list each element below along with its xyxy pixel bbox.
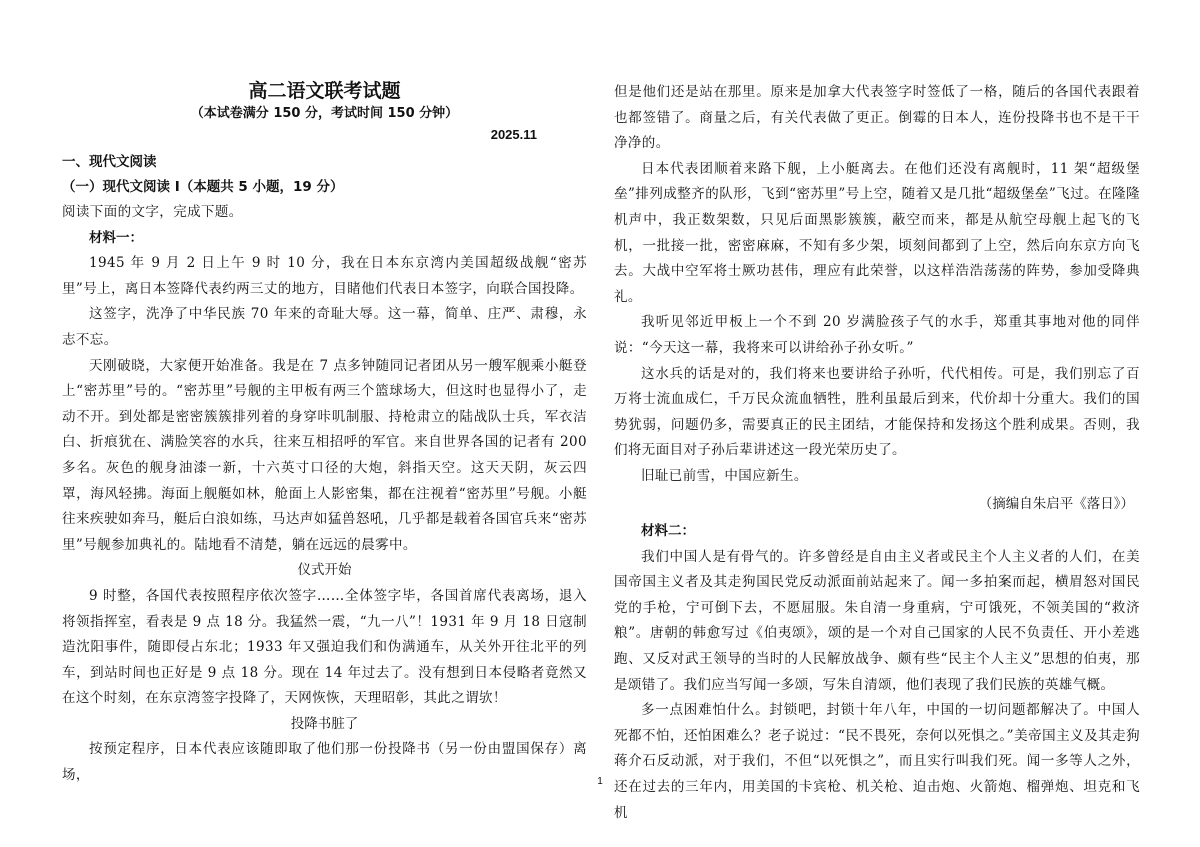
material1-paragraph: 旧耻已前雪，中国应新生。 [641, 467, 808, 484]
section-heading: 一、现代文阅读 [62, 154, 157, 170]
material1-paragraph: 1945 年 9 月 2 日上午 9 时 10 分，我在日本东京湾内美国超级战舰“密苏里”号上，离日本签降代表约两三丈的地方，目睹他们代表日本签字，向联合国投降。 [62, 255, 587, 297]
material1-paragraph: 这签字，洗净了中华民族 70 年来的奇耻大辱。这一幕，简单、庄严、肃穆，永志不忘。 [62, 306, 587, 348]
material1-paragraph: 天刚破晓，大家便开始准备。我是在 7 点多钟随同记者团从另一艘军舰乘小艇登上“密苏里”号的。“密苏里”号舰的主甲板有两三个篮球场大，但这时也显得小了，走动不开。到处都是密密簇簇排列着的身穿咔叽制服、持枪肃立的陆战队士兵，军衣洁白、折痕犹在、满脸笑容的水兵，往来互相招呼的军官。来自世界各国的记者有 200 多名。灰色的舰身油漆一新，十六英寸口径的大炮，斜指天空。这天天阴，灰云四罩，海风轻拂。海面上舰艇如林，舱面上人影密集，都在注视着“密苏里”号舰。小艇往来疾驶如奔马，艇后白浪如练，马达声如猛兽怒吼，几乎都是载着各国官兵来“密苏里”号舰参加典礼的。陆地看不清楚，躺在远远的晨雾中。 [62, 357, 587, 553]
right-column [614, 80, 1140, 826]
material1-paragraph: 但是他们还是站在那里。原来是加拿大代表签字时签低了一格，随后的各国代表跟着也都签错了。商量之后，有关代表做了更正。倒霉的日本人，连份投降书也不是干干净净的。 [614, 84, 1140, 152]
material1-subheading: 投降书脏了 [290, 715, 359, 732]
material2-paragraph: 我们中国人是有骨气的。许多曾经是自由主义者或民主个人主义者的人们，在美国帝国主义者及其走狗国民党反动派面前站起来了。闻一多拍案而起，横眉怒对国民党的手枪，宁可倒下去，不愿屈服。朱自清一身重病，宁可饿死，不领美国的“救济粮”。唐朝的韩愈写过《伯夷颂》，颂的是一个对自己国家的人民不负责任、开小差逃跑、又反对武王领导的当时的人民解放战争、颇有些“民主个人主义”思想的伯夷，那是颂错了。我们应当写闻一多颂，写朱自清颂，他们表现了我们民族的英雄气概。 [614, 548, 1140, 693]
page-number: 1 [597, 776, 603, 787]
material1-label: 材料一： [89, 229, 143, 246]
material1-paragraph: 按预定程序，日本代表应该随即取了他们那一份投降书（另一份由盟国保存）离场， [62, 741, 587, 784]
section-subheading: （一）现代文阅读 I（本题共 5 小题，19 分） [62, 179, 344, 195]
material2-label: 材料二： [641, 523, 695, 540]
exam-title: 高二语文联考试题 [248, 80, 401, 102]
material1-paragraph: 我听见邻近甲板上一个不到 20 岁满脸孩子气的水手，郑重其事地对他的同伴说：“今天这一幕，我将来可以讲给孙子孙女听。” [614, 314, 1140, 356]
reading-instruction: 阅读下面的文字，完成下题。 [62, 204, 243, 220]
exam-date: 2025.11 [490, 127, 537, 142]
material2-paragraph: 多一点困难怕什么。封锁吧，封锁十年八年，中国的一切问题都解决了。中国人死都不怕，还怕困难么？老子说过：“民不畏死，奈何以死惧之。”美帝国主义及其走狗蒋介石反动派，对于我们，不但“以死惧之”，而且实行叫我们死。闻一多等人之外，还在过去的三年内，用美国的卡宾枪、机关枪、迫击炮、火箭炮、榴弹炮、坦克和飞机 [614, 702, 1140, 821]
material1-paragraph: 日本代表团顺着来路下舰，上小艇离去。在他们还没有离舰时，11 架“超级堡垒”排列成整齐的队形，飞到“密苏里”号上空，随着又是几批“超级堡垒”飞过。在隆隆机声中，我正数架数，只见后面黑影簇簇，蔽空而来，都是从航空母舰上起飞的飞机，一批接一批，密密麻麻，不知有多少架，顷刻间都到了上空，然后向东京方向飞去。大战中空军将士厥功甚伟，理应有此荣誉，以这样浩浩荡荡的阵势，参加受降典礼。 [614, 160, 1140, 305]
material1-source: （摘编自朱启平《落日》） [978, 495, 1134, 512]
material1-subheading: 仪式开始 [297, 562, 352, 579]
material1-paragraph: 这水兵的话是对的，我们将来也要讲给子孙听，代代相传。可是，我们别忘了百万将士流血成仁，千万民众流血牺牲，胜利虽最后到来，代价却十分重大。我们的国势犹弱，问题仍多，需要真正的民主团结，才能保持和发扬这个胜利成果。否则，我们将无面目对子孙后辈讲述这一段光荣历史了。 [614, 365, 1140, 459]
left-column [62, 78, 587, 789]
exam-subtitle: （本试卷满分 150 分，考试时间 150 分钟） [190, 106, 459, 121]
material1-paragraph: 9 时整，各国代表按照程序依次签字……全体签字毕，各国首席代表离场，退入将领指挥室，看表是 9 点 18 分。我猛然一震，“九一八”！1931 年 9 月 18 日寇制造沈阳事件，随即侵占东北；1933 年又强迫我们和伪满通车，从关外开往北平的列车，到站时间也正好是 9 点 18 分。现在 14 年过去了。没有想到日本侵略者竟然又在这个时刻，在东京湾签字投降了，天网恢恢，天理昭彰，其此之谓欤！ [62, 587, 587, 707]
